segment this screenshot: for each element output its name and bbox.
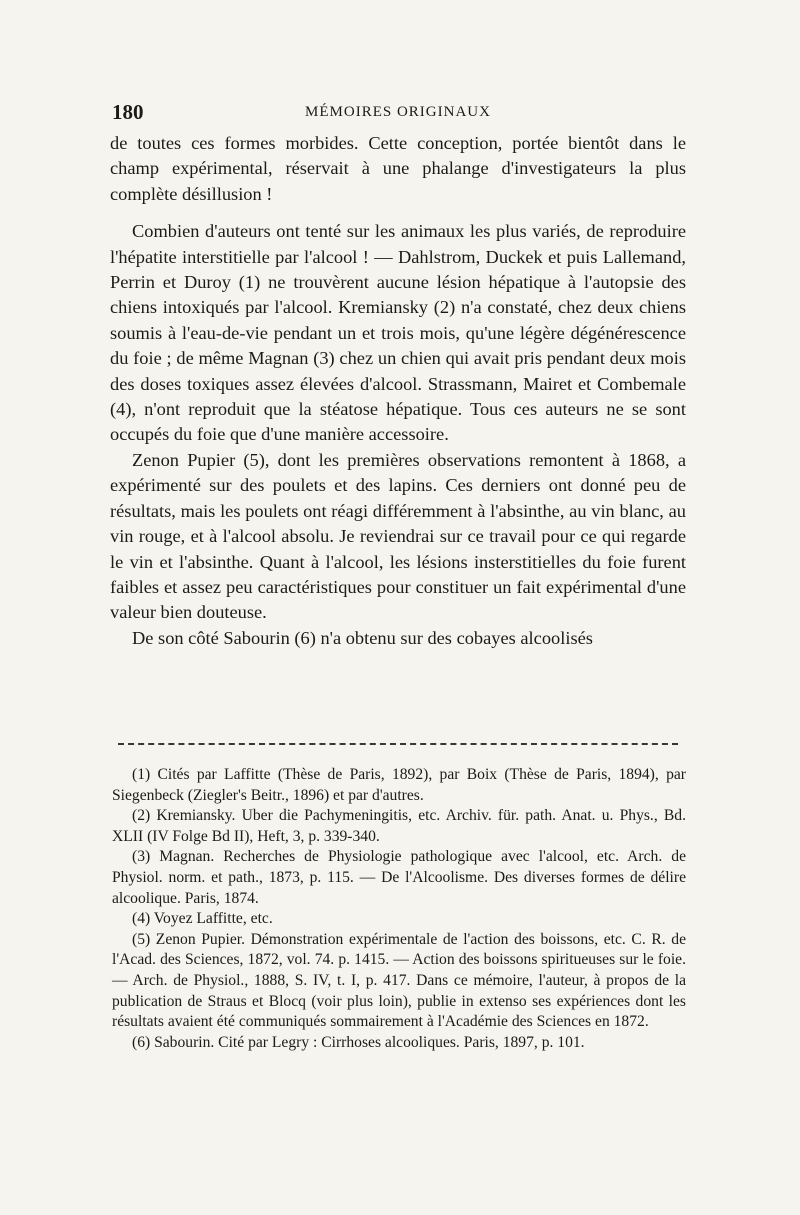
paragraph: De son côté Sabourin (6) n'a obtenu sur des cobayes alcoolisés [132, 627, 593, 648]
footnote: (4) Voyez Laffitte, etc. [132, 910, 273, 928]
paragraph: Combien d'auteurs ont tenté sur les animaux les plus variés, de reproduire l'hépatite interstitielle par l'alcool ! — Dahlstrom, Duckek et puis Lallemand, Perrin et Duroy (1) ne trouvèrent aucune lésion hépatique à l'autopsie des chiens intoxiqués par l'alcool. Kremiansky (2) n'a constaté, chez deux chiens soumis à l'eau-de-vie pendant un et trois mois, qu'une légère dégénérescence du foie ; de même Magnan (3) chez un chien qui avait pris pendant deux mois des doses toxiques assez élevées d'alcool. Strassmann, Mairet et Combemale (4), n'ont reproduit que la stéatose hépatique. Tous ces auteurs ne se sont occupés du foie que d'une manière accessoire. [110, 221, 686, 445]
running-title: MÉMOIRES ORIGINAUX [305, 104, 491, 120]
paragraph: de toutes ces formes morbides. Cette conception, portée bientôt dans le champ expérimental, réservait à une phalange d'investigateurs la plus complète désillusion ! [110, 133, 686, 204]
footnote: (2) Kremiansky. Uber die Pachymeningitis, etc. Archiv. für. path. Anat. u. Phys., Bd. XLII (IV Folge Bd II), Heft, 3, p. 339-340. [112, 807, 686, 845]
main-text [110, 131, 686, 651]
footnote: (5) Zenon Pupier. Démonstration expérimentale de l'action des boissons, etc. C. R. de l'Acad. des Sciences, 1872, vol. 74. p. 1415. — Action des boissons spiritueuses sur le foie. — Arch. de Physiol., 1888, S. IV, t. I, p. 417. Dans ce mémoire, l'auteur, à propos de la publication de Straus et Blocq (voir plus loin), publie in extenso ses expériences dont les résultats avaient été communiqués sommairement à l'Académie des Sciences en 1872. [112, 930, 686, 1031]
paragraph: Zenon Pupier (5), dont les premières observations remontent à 1868, a expérimenté sur des poulets et des lapins. Ces derniers ont donné peu de résultats, mais les poulets ont réagi différemment à l'absinthe, au vin blanc, au vin rouge, et à l'alcool absolu. Je reviendrai sur ce travail pour ce qui regarde le vin et l'absinthe. Quant à l'alcool, les lésions insterstitielles du foie furent faibles et assez peu caractéristiques pour constituer un fait expérimental d'une valeur bien douteuse. [110, 449, 686, 623]
footnotes [112, 765, 686, 1053]
footnote: (3) Magnan. Recherches de Physiologie pathologique avec l'alcool, etc. Arch. de Physiol. norm. et path., 1873, p. 115. — De l'Alcoolisme. Des diverses formes de délire alcoolique. Paris, 1874. [112, 848, 686, 907]
page-header [112, 100, 684, 124]
footnote: (6) Sabourin. Cité par Legry : Cirrhoses alcooliques. Paris, 1897, p. 101. [132, 1033, 585, 1051]
page-number: 180 [112, 100, 144, 124]
footnote: (1) Cités par Laffitte (Thèse de Paris, 1892), par Boix (Thèse de Paris, 1894), par Siegenbeck (Ziegler's Beitr., 1896) et par d'autres. [112, 766, 686, 804]
footnote-separator [118, 743, 678, 745]
paragraph-gap [110, 207, 686, 219]
